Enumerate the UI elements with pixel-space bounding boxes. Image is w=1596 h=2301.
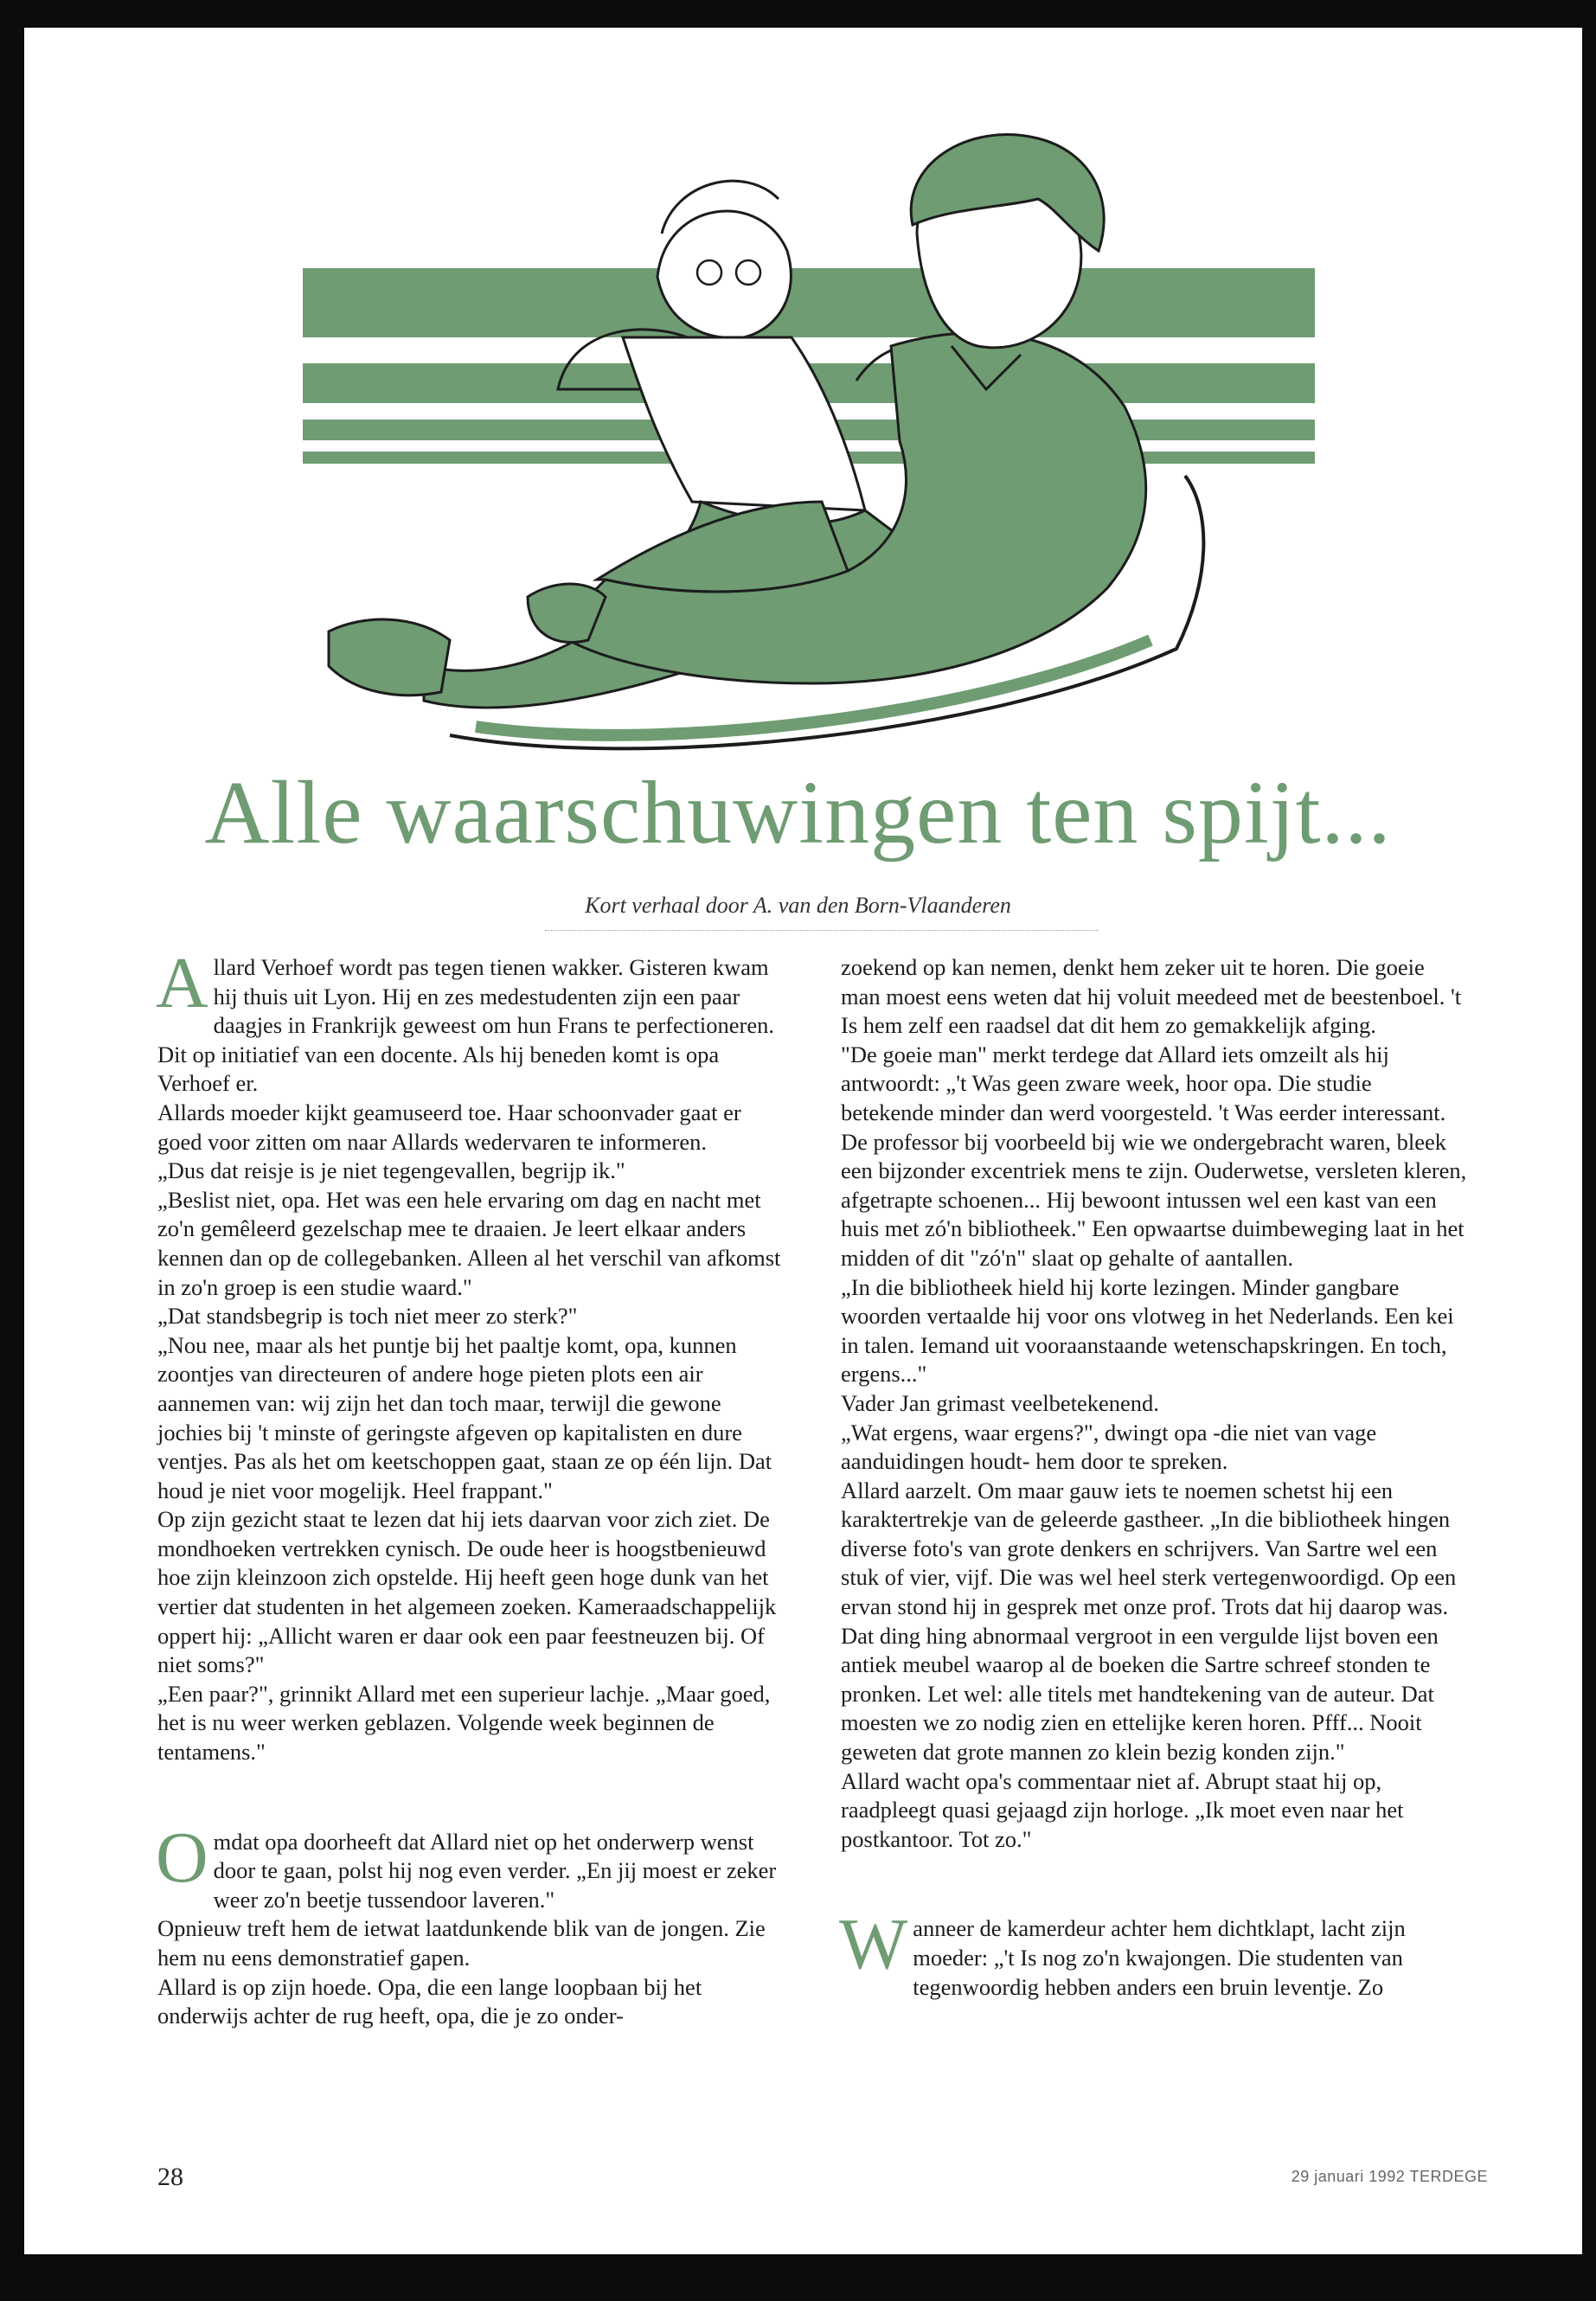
page-border-left — [0, 0, 24, 2301]
paragraph — [157, 1099, 785, 1157]
paragraph — [157, 1505, 785, 1680]
paragraph-text: Allard is op zijn hoede. Opa, die een lange loopbaan bij het onderwijs achter de rug heeft, opa, die je zo onder- — [157, 1973, 702, 2029]
paragraph-text: Allard wacht opa's commentaar niet af. Abrupt staat hij op, raadpleegt quasi gejaagd zijn horloge. „Ik moet even naar het postkantoor. Tot zo." — [841, 1767, 1404, 1852]
paragraph — [841, 1389, 1468, 1419]
paragraph-text: „Wat ergens, waar ergens?", dwingt opa -die niet van vage aanduidingen houdt- hem door te spreken. — [841, 1419, 1377, 1475]
paragraph-text: „In die bibliotheek hield hij korte lezingen. Minder gangbare woorden vertaalde hij voor ons vlotweg in het Nederlands. Een kei in talen. Iemand uit vooraanstaande wetenschapskringen. En toch, ergens..." — [841, 1273, 1454, 1388]
paragraph-break — [841, 1854, 1468, 1914]
paragraph — [157, 1186, 785, 1302]
paragraph-break — [157, 1767, 785, 1828]
paragraph — [157, 1914, 785, 1972]
paragraph — [156, 943, 785, 1099]
paragraph-text: anneer de kamerdeur achter hem dichtklapt, lacht zijn moeder: „'t Is nog zo'n kwajongen. Die studenten van tegenwoordig hebben anders een bruin leventje. Zo — [913, 1915, 1406, 2000]
paragraph — [841, 1767, 1468, 1855]
paragraph-text: Allard aarzelt. Om maar gauw iets te noemen schetst hij een karaktertrekje van de geleerde gastheer. „In die bibliotheek hingen diverse foto's van grote denkers en schrijvers. Van Sartre wel een stuk of vier, vijf. Die was wel heel sterk vertegenwoordigd. Op een ervan stond hij in gesprek met onze prof. Trots dat hij daarop was. Dat ding hing abnormaal vergroot in een vergulde lijst boven een antiek meubel waarop al de boeken die Sartre schreef stonden te pronken. Let wel: alle titels met handtekening van de auteur. Dat moesten we zo nodig zien en ettelijke keren horen. Pfff... Nooit geweten dat grote mannen zo klein bezig konden zijn." — [841, 1477, 1457, 1766]
text-column-left — [156, 943, 785, 2031]
text-column-right — [841, 953, 1468, 2002]
drop-cap: A — [156, 943, 208, 1023]
paragraph — [841, 1477, 1468, 1767]
paragraph — [841, 1041, 1468, 1273]
paragraph-text: „Beslist niet, opa. Het was een hele ervaring om dag en nacht met zo'n gemêleerd gezelschap mee te draaien. Je leert elkaar anders kennen dan op de collegebanken. Alleen al het verschil van afkomst in zo'n groep is een studie waard." — [157, 1186, 781, 1300]
article-byline: Kort verhaal door A. van den Born-Vlaanderen — [585, 893, 1011, 918]
page-border-bottom — [0, 2254, 1596, 2301]
byline-divider — [545, 930, 1099, 931]
paragraph-text: Op zijn gezicht staat te lezen dat hij iets daarvan voor zich ziet. De mondhoeken vertrekken cynisch. De oude heer is hoogstbenieuwd hoe zijn kleinzoon zich opstelde. Hij heeft geen hoge dunk van het vertier dat studenten in het algemeen zoeken. Kameraadschappelijk oppert hij: „Allicht waren er daar ook een paar feestneuzen bij. Of niet soms?" — [157, 1506, 777, 1678]
illustration-old-man-and-young-man-icon — [294, 130, 1332, 753]
paragraph — [157, 1157, 785, 1186]
publication-info: 29 januari 1992 TERDEGE — [1291, 2168, 1488, 2185]
page-border-right — [1582, 0, 1596, 2301]
paragraph-text: Opnieuw treft hem de ietwat laatdunkende blik van de jongen. Zie hem nu eens demonstratief gapen. — [157, 1915, 766, 1971]
paragraph-text: Vader Jan grimast veelbetekenend. — [841, 1389, 1159, 1416]
page-border-top — [0, 0, 1596, 28]
paragraph-text: „Een paar?", grinnikt Allard met een superieur lachje. „Maar goed, het is nu weer werken geblazen. Volgende week beginnen de tentamens." — [157, 1680, 771, 1766]
paragraph-text: mdat opa doorheeft dat Allard niet op het onderwerp wenst door te gaan, polst hij nog even verder. „En jij moest er zeker weer zo'n beetje tussendoor laveren." — [213, 1828, 777, 1913]
page-number: 28 — [157, 2163, 183, 2191]
paragraph-text: „Nou nee, maar als het puntje bij het paaltje komt, opa, kunnen zoontjes van directeuren of andere hoge pieten plots een air aannemen van: wij zijn het dan toch maar, terwijl die gewone jochies bij 't minste of geringste afgeven op kapitalisten en dure ventjes. Pas als het om keetschoppen gaat, staan ze op één lijn. Dat houd je niet voor mogelijk. Heel frappant." — [157, 1331, 772, 1503]
drop-cap: W — [839, 1904, 908, 1985]
paragraph-text: llard Verhoef wordt pas tegen tienen wakker. Gisteren kwam hij thuis uit Lyon. Hij en zes medestudenten zijn een paar daagjes in Frankrijk geweest om hun Frans te perfectioneren. Dit op initiatief van een docente. Als hij beneden komt is opa Verhoef er. — [157, 954, 774, 1097]
paragraph — [157, 1680, 785, 1767]
paragraph — [841, 1419, 1468, 1477]
paragraph — [157, 1973, 785, 2031]
paragraph — [841, 953, 1468, 1041]
paragraph-text: „Dus dat reisje is je niet tegengevallen, begrijp ik." — [157, 1157, 625, 1184]
paragraph — [156, 1817, 785, 1915]
paragraph-text: Allards moeder kijkt geamuseerd toe. Haar schoonvader gaat er goed voor zitten om naar Allards wedervaren te informeren. — [157, 1099, 741, 1155]
paragraph — [839, 1904, 1468, 2002]
paragraph-text: "De goeie man" merkt terdege dat Allard iets omzeilt als hij antwoordt: „'t Was geen zware week, hoor opa. Die studie betekende minder dan werd voorgesteld. 't Was eerder interessant. De professor bij voorbeeld bij wie we ondergebracht waren, bleek een bijzonder excentriek mens te zijn. Ouderwetse, versleten kleren, afgetrapte schoenen... Hij bewoont intussen wel een kast van een huis met zó'n bibliotheek." Een opwaartse duimbeweging laat in het midden of dit "zó'n" slaat op gehalte of aantallen. — [841, 1041, 1467, 1271]
drop-cap: O — [156, 1817, 208, 1898]
paragraph-text: „Dat standsbegrip is toch niet meer zo sterk?" — [157, 1303, 578, 1330]
article-title: Alle waarschuwingen ten spijt... — [204, 763, 1392, 862]
paragraph — [157, 1302, 785, 1331]
paragraph — [157, 1331, 785, 1506]
paragraph-text: zoekend op kan nemen, denkt hem zeker uit te horen. Die goeie man moest eens weten dat hij voluit meedeed met de beestenboel. 't Is hem zelf een raadsel dat dit hem zo gemakkelijk afging. — [841, 954, 1462, 1039]
paragraph — [841, 1273, 1468, 1389]
